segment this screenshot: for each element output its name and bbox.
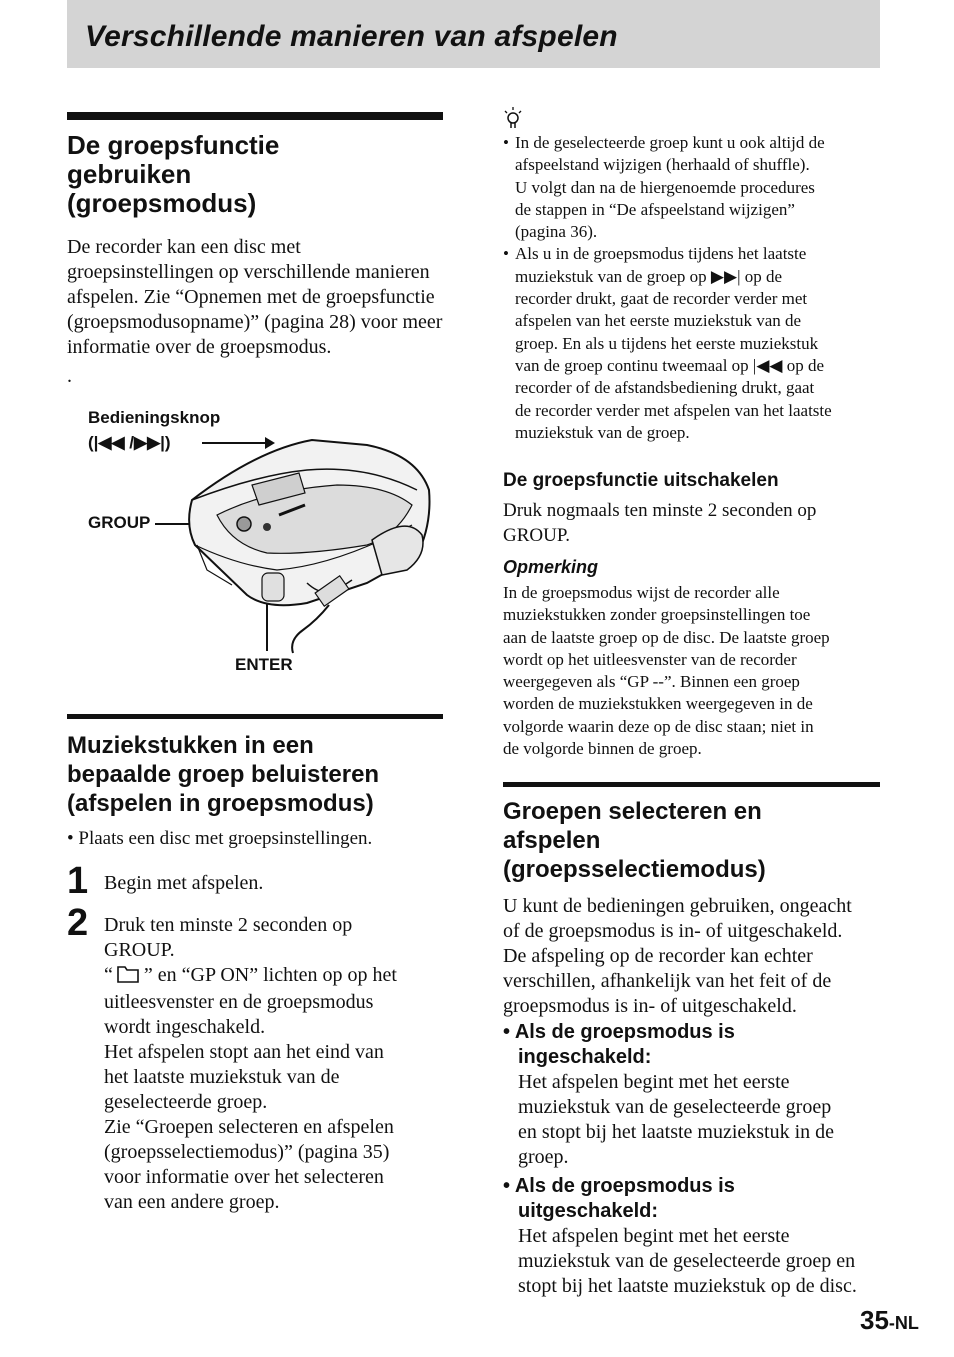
body-line: Het afspelen begint met het eerste <box>518 1071 790 1093</box>
folder-icon <box>117 965 139 990</box>
body-line: groep. <box>518 1146 569 1168</box>
minidisc-recorder-illustration <box>67 405 443 685</box>
page-number: 35-NL <box>860 1305 919 1335</box>
section-title-line: afspelen <box>503 827 601 854</box>
tip-lightbulb-icon <box>503 106 880 130</box>
device-figure <box>67 405 443 685</box>
step-text: GROUP. <box>104 939 175 961</box>
step-number: 2 <box>67 902 89 944</box>
step-text: Zie “Groepen selecteren en afspelen <box>104 1116 394 1138</box>
step-text: het laatste muziekstuk van de <box>104 1066 340 1088</box>
page-title: Verschillende manieren van afspelen <box>85 20 618 53</box>
section-title-line: (groepsselectiemodus) <box>503 856 766 883</box>
step-text: geselecteerde groep. <box>104 1091 268 1113</box>
section-disable-group <box>503 470 880 760</box>
body-line: De afspeling op de recorder kan echter <box>503 945 813 967</box>
step-text: wordt ingeschakeld. <box>104 1016 266 1038</box>
section-intro: De recorder kan een disc met groepsinstellingen op verschillende manieren afspelen. Zie “Opnemen met de groepsfunctie (groepsmodusopname)” (pagina 28) voor meer informatie over de groepsmodus. <box>67 236 443 358</box>
body-line: muziekstuk van de geselecteerde groep en <box>518 1250 856 1272</box>
step-text: (groepsselectiemodus)” (pagina 35) <box>104 1141 390 1163</box>
step-text: uitleesvenster en de groepsmodus <box>104 991 374 1013</box>
section-title-line: gebruiken <box>67 159 192 189</box>
tip-item: • Als u in de groepsmodus tijdens het laatste muziekstuk van de groep op ▶▶| op de recorder drukt, gaat de recorder verder met afspelen van het eerste muziekstuk van de groep. En als u tijdens het eerste muziekstuk van de groep continu tweemaal op |◀◀ op de recorder of de afstandsbediening drukt, gaat de recorder verder met afspelen van het laatste muziekstuk van de groep. <box>503 244 832 442</box>
prep-bullet: • Plaats een disc met groepsinstellingen. <box>67 828 373 849</box>
stray-dot: . <box>67 365 72 387</box>
step-text: van een andere groep. <box>104 1191 280 1213</box>
step-text: voor informatie over het selecteren <box>104 1166 384 1188</box>
section-rule <box>67 112 443 120</box>
step-text-folder-line: “ ” en “GP ON” lichten op op het <box>104 963 444 990</box>
body-line: GROUP. <box>503 525 571 546</box>
body-line: Druk nogmaals ten minste 2 seconden op <box>503 500 817 521</box>
case-title: uitgeschakeld: <box>518 1200 659 1222</box>
body-line: of de groepsmodus is in- of uitgeschakeld. <box>503 920 843 942</box>
body-line: en stopt bij het laatste muziekstuk in de <box>518 1121 835 1143</box>
case-title: • Als de groepsmodus is <box>503 1021 735 1043</box>
section-play-in-group <box>67 714 443 1213</box>
step-text: Het afspelen stopt aan het eind van <box>104 1041 384 1063</box>
section-title-line: De groepsfunctie <box>67 130 280 160</box>
figure-label-enter: ENTER <box>235 655 293 674</box>
step-number: 1 <box>67 860 89 902</box>
tip-item: • In de geselecteerde groep kunt u ook altijd de afspeelstand wijzigen (herhaald of shuffle). U volgt dan na de hiergenoemde procedures de stappen in “De afspeelstand wijzigen” (pagina 36). <box>503 133 825 242</box>
step-text: Druk ten minste 2 seconden op <box>104 914 353 936</box>
section-rule <box>503 782 880 787</box>
body-line: muziekstuk van de geselecteerde groep <box>518 1096 832 1118</box>
section-title-line: (groepsmodus) <box>67 188 257 218</box>
case-title: • Als de groepsmodus is <box>503 1175 735 1197</box>
section-title-line: (afspelen in groepsmodus) <box>67 790 374 817</box>
subsection-title: De groepsfunctie uitschakelen <box>503 470 779 491</box>
figure-label-control-keys: (|◀◀ /▶▶|) <box>88 433 171 452</box>
step-text: Begin met afspelen. <box>104 872 264 894</box>
note-body: In de groepsmodus wijst de recorder alle muziekstukken zonder groepsinstellingen toe aan de laatste groep op de disc. De laatste groep wordt op het uitleesvenster van de recorder weergegeven als “GP --”. Binnen een groep worden de muziekstukken weergegeven in de volgorde waarin deze op de disc staan; niet in de volgorde binnen de groep. <box>503 583 830 759</box>
section-group-function <box>67 112 443 389</box>
section-title-line: Muziekstukken in een <box>67 732 314 759</box>
tips-block <box>503 106 880 444</box>
body-line: groepsmodus is in- of uitgeschakeld. <box>503 995 797 1017</box>
figure-label-group: GROUP <box>88 513 151 532</box>
section-group-select <box>503 782 880 1299</box>
section-title-line: bepaalde groep beluisteren <box>67 761 380 788</box>
body-line: verschillen, afhankelijk van het feit of de <box>503 970 832 992</box>
body-line: U kunt de bedieningen gebruiken, ongeacht <box>503 895 852 917</box>
section-title-line: Groepen selecteren en <box>503 798 762 825</box>
note-title: Opmerking <box>503 557 599 577</box>
page-header-banner <box>67 0 880 68</box>
figure-label-control: Bedieningsknop <box>88 408 221 427</box>
case-title: ingeschakeld: <box>518 1046 652 1068</box>
body-line: Het afspelen begint met het eerste <box>518 1225 790 1247</box>
body-line: stopt bij het laatste muziekstuk op de disc. <box>518 1275 857 1297</box>
section-rule <box>67 714 443 719</box>
